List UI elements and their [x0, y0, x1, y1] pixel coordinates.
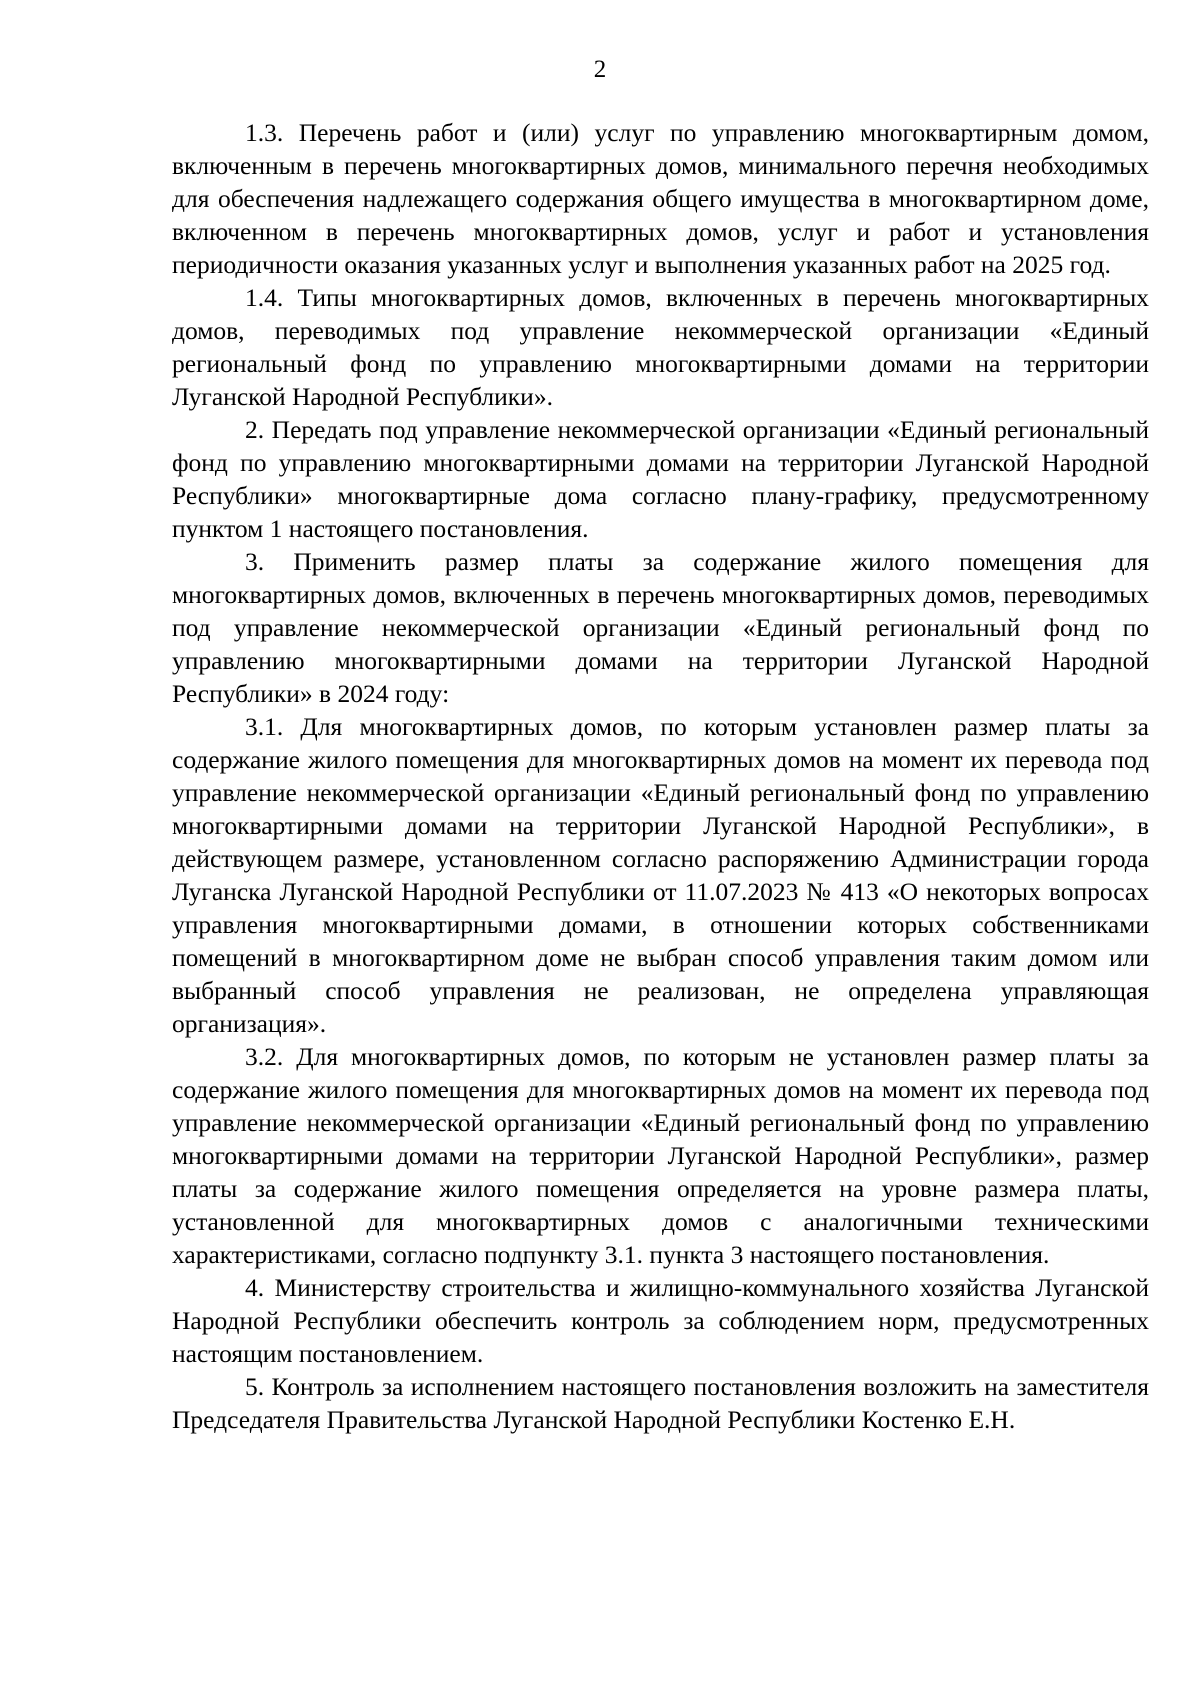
paragraph-1-4: 1.4. Типы многоквартирных домов, включенных в перечень многоквартирных домов, переводимых под управление некоммерческой организации «Единый региональный фонд по управлению многоквартирными домами на территории Луганской Народной Республики».: [172, 283, 1149, 411]
paragraph-3-1: 3.1. Для многоквартирных домов, по которым установлен размер платы за содержание жилого помещения для многоквартирных домов на момент их перевода под управление некоммерческой организации «Единый региональный фонд по управлению многоквартирными домами на территории Луганской Народной Республики», в действующем размере, установленном согласно распоряжению Администрации города Луганска Луганской Народной Республики от 11.07.2023 № 413 «О некоторых вопросах управления многоквартирными домами, в отношении которых собственниками помещений в многоквартирном доме не выбран способ управления таким домом или выбранный способ управления не реализован, не определена управляющая организация».: [172, 712, 1149, 1038]
paragraph-3: 3. Применить размер платы за содержание жилого помещения для многоквартирных домов, включенных в перечень многоквартирных домов, переводимых под управление некоммерческой организации «Единый региональный фонд по управлению многоквартирными домами на территории Луганской Народной Республики» в 2024 году:: [172, 547, 1149, 708]
paragraph-1-3: 1.3. Перечень работ и (или) услуг по управлению многоквартирным домом, включенным в перечень многоквартирных домов, минимального перечня необходимых для обеспечения надлежащего содержания общего имущества в многоквартирном доме, включенном в перечень многоквартирных домов, услуг и работ и установления периодичности оказания указанных услуг и выполнения указанных работ на 2025 год.: [172, 118, 1149, 279]
paragraph-5: 5. Контроль за исполнением настоящего постановления возложить на заместителя Председателя Правительства Луганской Народной Республики Костенко Е.Н.: [172, 1372, 1149, 1434]
paragraph-4: 4. Министерству строительства и жилищно-коммунального хозяйства Луганской Народной Республики обеспечить контроль за соблюдением норм, предусмотренных настоящим постановлением.: [172, 1273, 1149, 1368]
document-body: [172, 116, 1149, 1436]
paragraph-3-2: 3.2. Для многоквартирных домов, по которым не установлен размер платы за содержание жилого помещения для многоквартирных домов на момент их перевода под управление некоммерческой организации «Единый региональный фонд по управлению многоквартирными домами на территории Луганской Народной Республики», размер платы за содержание жилого помещения определяется на уровне размера платы, установленной для многоквартирных домов с аналогичными техническими характеристиками, согласно подпункту 3.1. пункта 3 настоящего постановления.: [172, 1042, 1149, 1269]
page-number: 2: [593, 56, 607, 83]
paragraph-2: 2. Передать под управление некоммерческой организации «Единый региональный фонд по управлению многоквартирными домами на территории Луганской Народной Республики» многоквартирные дома согласно плану-графику, предусмотренному пунктом 1 настоящего постановления.: [172, 415, 1149, 543]
